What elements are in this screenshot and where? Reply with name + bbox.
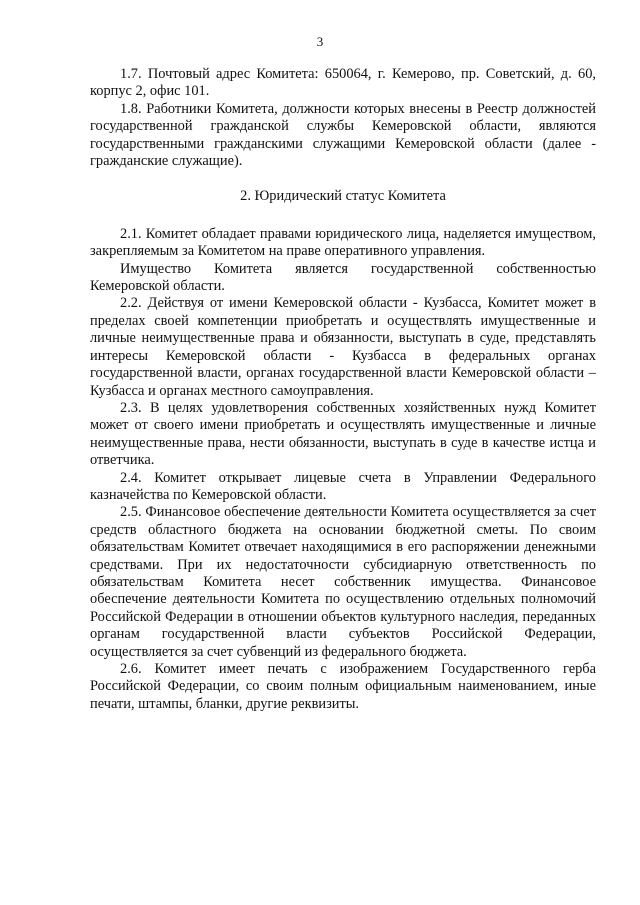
page-number: 3 [316, 34, 324, 49]
paragraph-2-1: 2.1. Комитет обладает правами юридического лица, наделяется имуществом, закрепляемым за Комитетом на праве оперативного управления. [90, 225, 596, 260]
paragraph-2-5: 2.5. Финансовое обеспечение деятельности Комитета осуществляется за счет средств областного бюджета на основании бюджетной сметы. По своим обязательствам Комитет отвечает находящимися в его распоряжении денежными средствами. При их недостаточности субсидиарную ответственность по обязательствам Комитета несет собственник имущества. Финансовое обеспечение деятельности Комитета по осуществлению отдельных полномочий Российской Федерации в отношении объектов культурного наследия, переданных органам государственной власти субъектов Российской Федерации, осуществляется за счет субвенций из федерального бюджета. [90, 504, 596, 660]
paragraph-2-2: 2.2. Действуя от имени Кемеровской области - Кузбасса, Комитет может в пределах своей компетенции приобретать и осуществлять имущественные и личные неимущественные права и обязанности, выступать в суде, представлять интересы Кемеровской области - Кузбасса в федеральных органах государственной власти, органах государственной власти Кемеровской области – Кузбасса и органах местного самоуправления. [90, 295, 596, 399]
paragraph-1-7: 1.7. Почтовый адрес Комитета: 650064, г. Кемерово, пр. Советский, д. 60, корпус 2, офис 101. [90, 66, 596, 100]
paragraph-2-4: 2.4. Комитет открывает лицевые счета в Управлении Федерального казначейства по Кемеровской области. [90, 469, 596, 503]
section-heading: 2. Юридический статус Комитета [240, 188, 446, 205]
document-body [90, 66, 596, 713]
paragraph-1-8: 1.8. Работники Комитета, должности которых внесены в Реестр должностей государственной гражданской службы Кемеровской области, являются государственными гражданскими служащими Кемеровской области (далее - гражданские служащие). [90, 100, 596, 170]
paragraph-2-6: 2.6. Комитет имеет печать с изображением Государственного герба Российской Федерации, со своим полным официальным наименованием, иные печати, штампы, бланки, другие реквизиты. [90, 661, 596, 712]
paragraph-2-3: 2.3. В целях удовлетворения собственных хозяйственных нужд Комитет может от своего имени приобретать и осуществлять имущественные и личные неимущественные права, нести обязанности, выступать в суде в качестве истца и ответчика. [90, 399, 596, 469]
paragraph-property: Имущество Комитета является государственной собственностью Кемеровской области. [90, 260, 596, 295]
